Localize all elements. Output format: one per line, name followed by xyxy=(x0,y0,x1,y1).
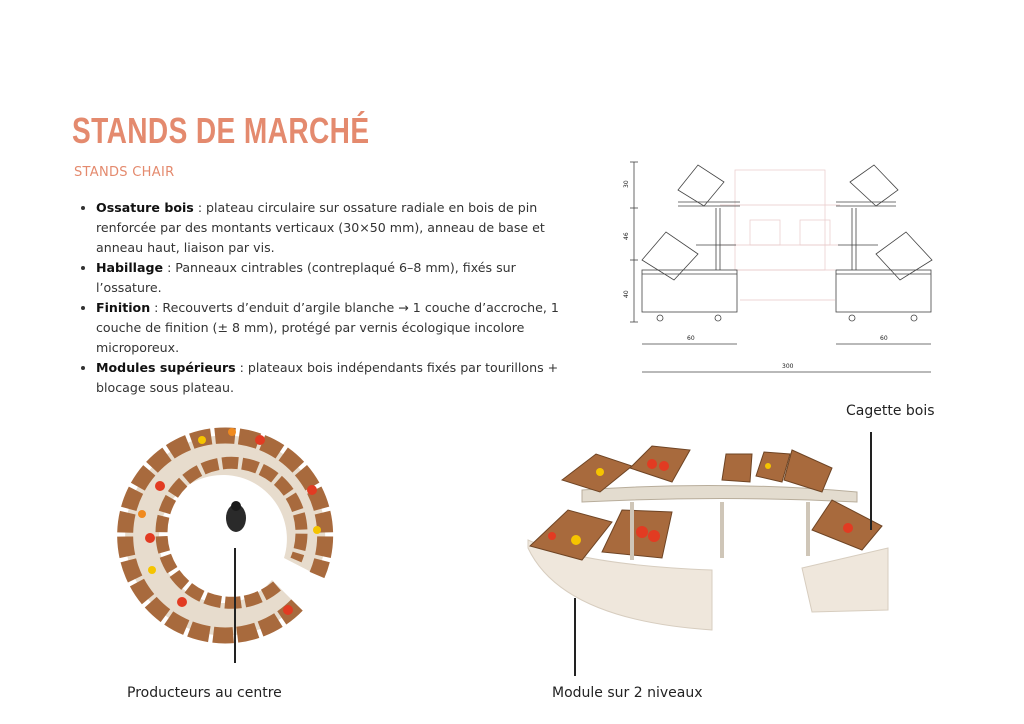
dimension-label: 60 xyxy=(687,335,695,342)
list-item-term: Habillage xyxy=(96,260,164,275)
dimension-label: 60 xyxy=(880,335,888,342)
list-item xyxy=(96,358,576,398)
dimension-label: 300 xyxy=(782,363,794,370)
page-subtitle: STANDS CHAIR xyxy=(74,165,175,180)
spec-list xyxy=(78,198,576,398)
list-item-term: Finition xyxy=(96,300,151,315)
top-view-render xyxy=(112,410,372,650)
leader-line xyxy=(234,548,236,663)
list-item-text: : Recouverts d’enduit d’argile blanche → 1 couche d’accroche, 1 couche de finition (± 8 mm), protégé par vernis écologique incolore microporeux. xyxy=(96,300,559,355)
list-item-text: : plateau circulaire sur ossature radiale en bois de pin renforcée par des montants verticaux (30×50 mm), anneau de base et anneau haut, liaison par vis. xyxy=(96,200,545,255)
dimension-label: 46 xyxy=(623,232,630,240)
caption-center: Producteurs au centre xyxy=(127,685,282,701)
list-item-text: : plateaux bois indépendants fixés par tourillons + blocage sous plateau. xyxy=(96,360,559,395)
technical-drawing xyxy=(600,150,950,380)
leader-line xyxy=(870,432,872,530)
caption-crate: Cagette bois xyxy=(846,403,935,419)
dimension-label: 40 xyxy=(623,290,630,298)
list-item-term: Modules supérieurs xyxy=(96,360,236,375)
page-title: STANDS DE MARCHÉ xyxy=(72,110,370,151)
list-item-term: Ossature bois xyxy=(96,200,194,215)
dimension-label: 30 xyxy=(623,180,630,188)
list-item xyxy=(96,258,576,298)
leader-line xyxy=(574,598,576,676)
list-item xyxy=(96,198,576,258)
list-item xyxy=(96,298,576,358)
perspective-render xyxy=(522,440,892,640)
list-item-text: : Panneaux cintrables (contreplaqué 6–8 mm), fixés sur l’ossature. xyxy=(96,260,516,295)
caption-two-levels: Module sur 2 niveaux xyxy=(552,685,703,701)
